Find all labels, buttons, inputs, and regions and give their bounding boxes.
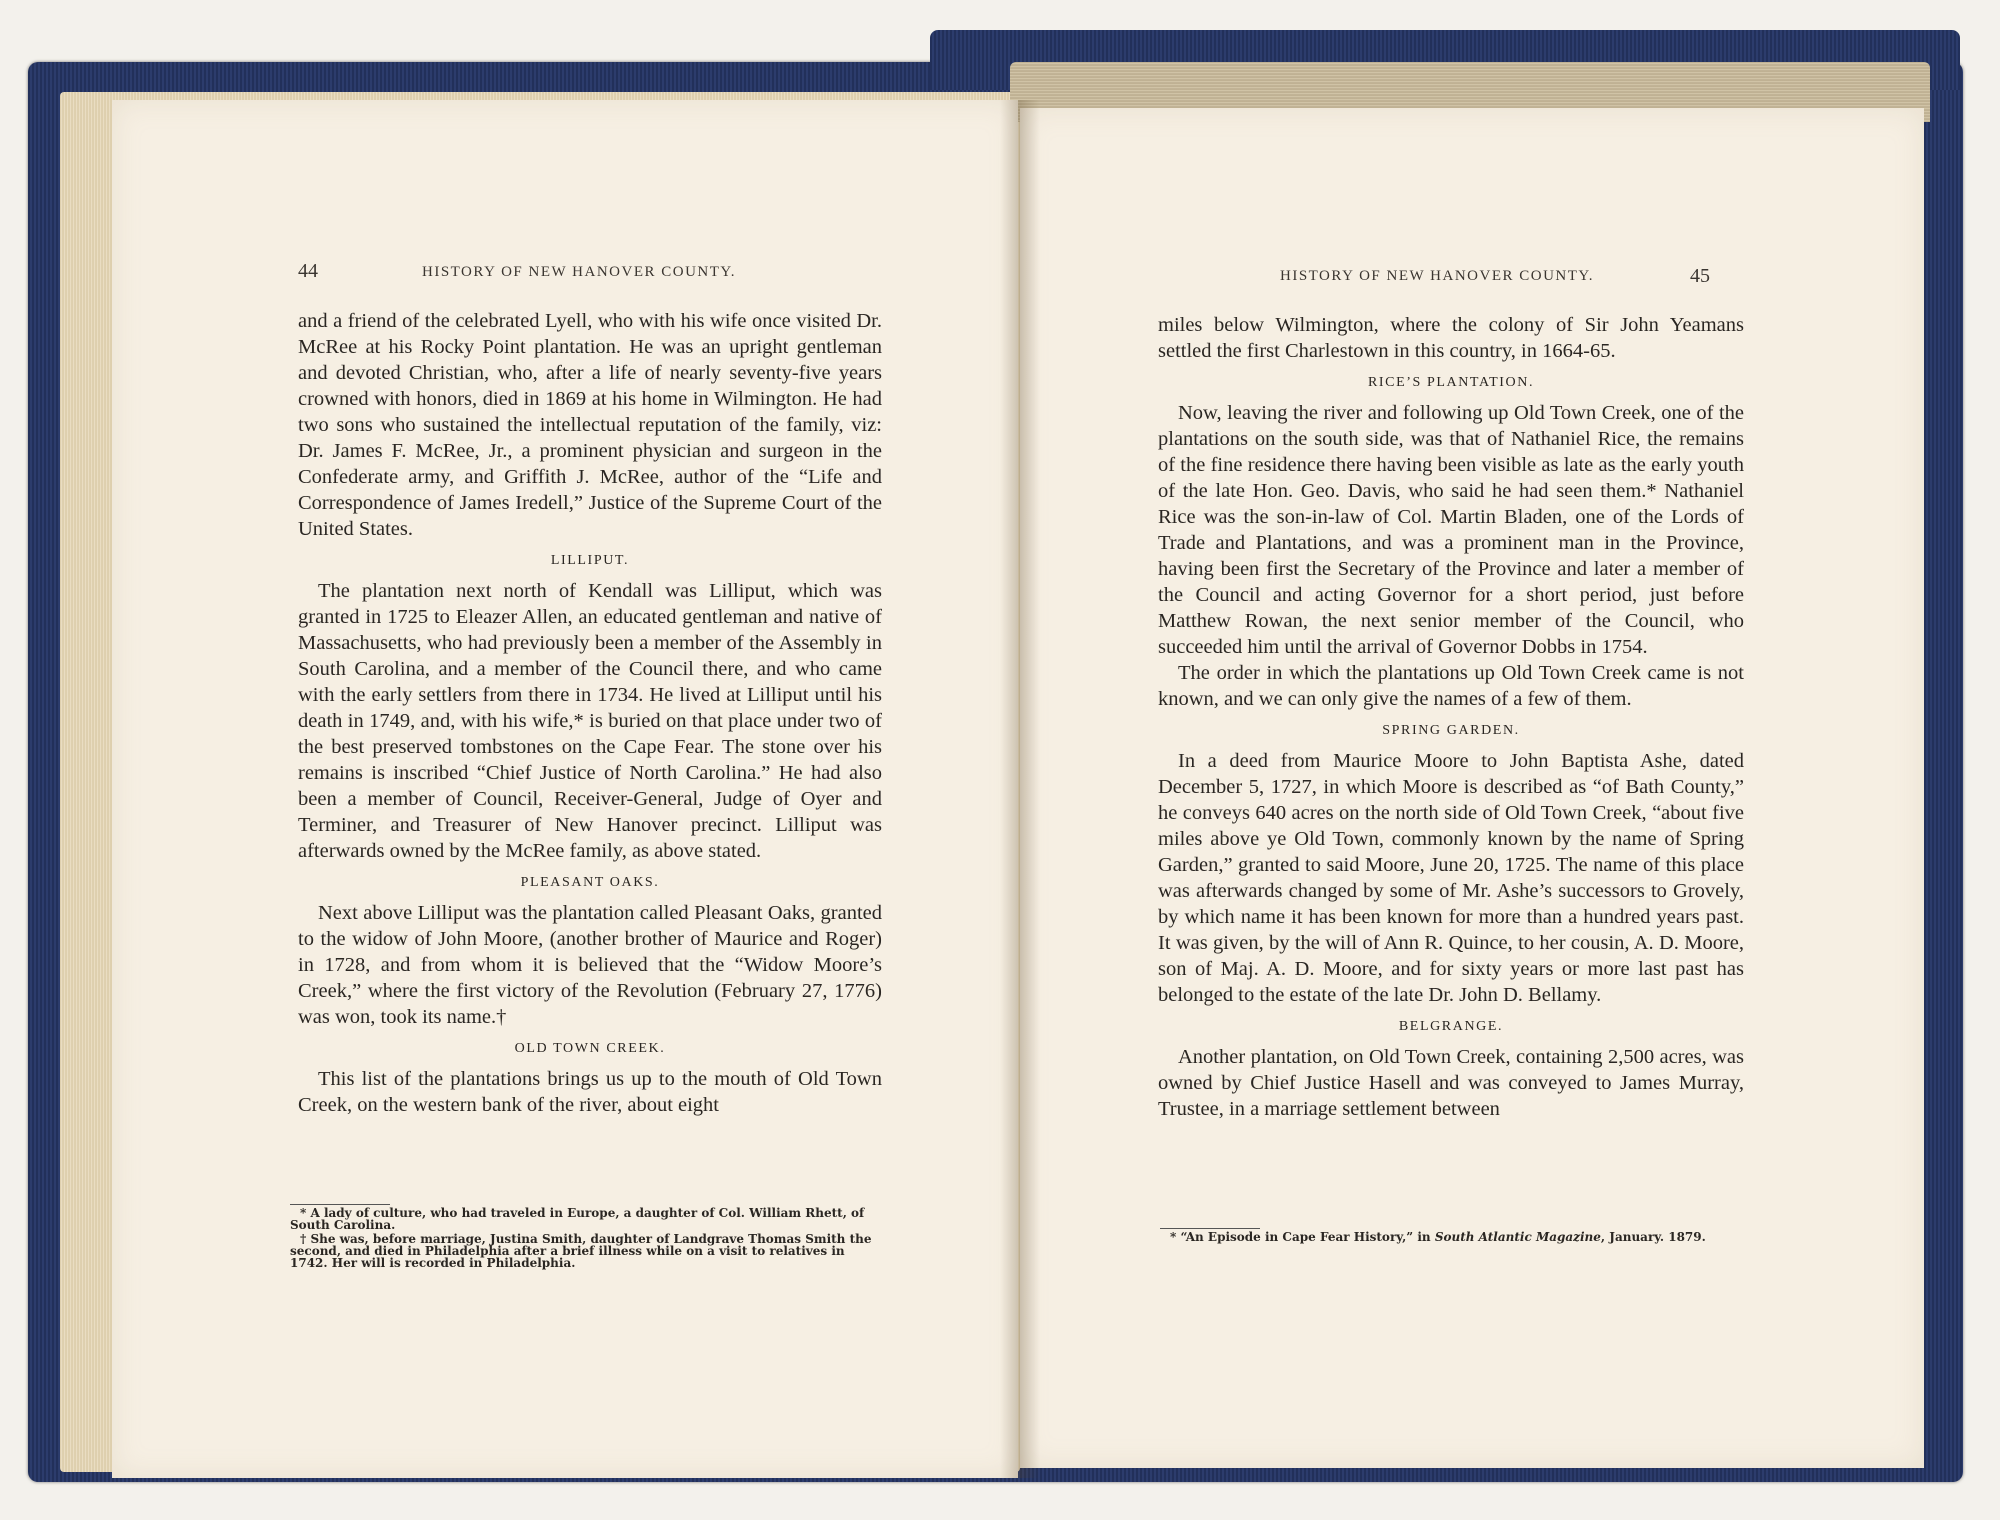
book-gutter xyxy=(1000,100,1040,1478)
section-heading: RICE’S PLANTATION. xyxy=(1367,375,1535,390)
paragraph: The plantation next north of Kendall was Lilliput, which was granted in 1725 to Eleazer Allen, an educated gentleman and native of Massachusetts, who had previously been a member of the Assembly in South Carolina, and a member of the Council there, and who came with the early settlers from there in 1734. He lived at Lilliput until his death in 1749, and, with his wife,* is buried on that place under two of the best preserved tombstones on the Cape Fear. The stone over his remains is inscribed “Chief Justice of North Carolina.” He had also been a member of Council, Receiver-General, Judge of Oyer and Terminer, and Treasurer of New Hanover precinct. Lilliput was afterwards owned by the McRee family, as above stated. xyxy=(298,580,882,862)
footnote-episode: * “An Episode in Cape Fear History,” in South Atlantic Magazine, January. 1879. xyxy=(1170,1230,1706,1244)
right-page xyxy=(1020,108,1924,1468)
section-heading: SPRING GARDEN. xyxy=(1382,723,1520,738)
left-page-number: 44 xyxy=(298,260,318,282)
left-footnotes xyxy=(290,1204,884,1271)
right-footnotes xyxy=(1160,1228,1746,1245)
left-running-head: HISTORY OF NEW HANOVER COUNTY. xyxy=(422,264,737,280)
footnote-rule xyxy=(1160,1228,1260,1229)
right-running-head: HISTORY OF NEW HANOVER COUNTY. xyxy=(1280,268,1595,284)
left-body-text xyxy=(298,308,882,1118)
section-heading: BELGRANGE. xyxy=(1398,1019,1504,1034)
footnote-rule xyxy=(290,1204,390,1205)
paragraph: Another plantation, on Old Town Creek, containing 2,500 acres, was owned by Chief Justice Hasell and was conveyed to James Murray, Trustee, in a marriage settlement between xyxy=(1158,1046,1744,1120)
right-body-text xyxy=(1158,312,1744,1122)
right-page-number: 45 xyxy=(1690,265,1710,287)
footnote-lilliput-wife: * A lady of culture, who had traveled in Europe, a daughter of Col. William Rhett, of South Carolina. xyxy=(290,1206,865,1232)
paragraph: Now, leaving the river and following up Old Town Creek, one of the plantations on the south side, was that of Nathaniel Rice, the remains of the fine residence there having been visible as late as the early youth of the late Hon. Geo. Davis, who said he had seen them.* Nathaniel Rice was the son-in-law of Col. Martin Bladen, one of the Lords of Trade and Plantations, and was a prominent man in the Province, having been first the Secretary of the Province and later a member of the Council and acting Governor for a short period, just before Matthew Rowan, the next senior member of the Council, who succeeded him until the arrival of Governor Dobbs in 1754. xyxy=(1158,402,1744,658)
paragraph: and a friend of the celebrated Lyell, who with his wife once visited Dr. McRee at his Rocky Point plantation. He was an upright gentleman and devoted Christian, who, after a life of nearly seventy-five years crowned with honors, died in 1869 at his home in Wilmington. He had two sons who sustained the intellectual reputation of the family, viz: Dr. James F. McRee, Jr., a prominent physician and surgeon in the Confederate army, and Griffith J. McRee, author of the “Life and Correspondence of James Iredell,” Justice of the Supreme Court of the United States. xyxy=(298,310,882,540)
paragraph: The order in which the plantations up Old Town Creek came is not known, and we can only give the names of a few of them. xyxy=(1158,662,1744,710)
footnote-moore-widow: † She was, before marriage, Justina Smith, daughter of Landgrave Thomas Smith the second, and died in Philadelphia after a brief illness while on a visit to relatives in 1742. Her will is recorded in Philadelphia. xyxy=(290,1232,872,1270)
section-heading: LILLIPUT. xyxy=(550,553,630,568)
section-heading: OLD TOWN CREEK. xyxy=(514,1041,666,1056)
paragraph: Next above Lilliput was the plantation called Pleasant Oaks, granted to the widow of John Moore, (another brother of Maurice and Roger) in 1728, and from whom it is believed that the “Widow Moore’s Creek,” where the first victory of the Revolution (February 27, 1776) was won, took its name.† xyxy=(298,902,882,1028)
paragraph: miles below Wilmington, where the colony of Sir John Yeamans settled the first Charlestown in this country, in 1664-65. xyxy=(1158,314,1744,362)
left-page xyxy=(112,100,1018,1478)
paragraph: In a deed from Maurice Moore to John Baptista Ashe, dated December 5, 1727, in which Moore is described as “of Bath County,” he conveys 640 acres on the north side of Old Town Creek, “about five miles above ye Old Town, commonly known by the name of Spring Garden,” granted to said Moore, June 20, 1725. The name of this place was afterwards changed by some of Mr. Ashe’s successors to Grovely, by which name it has been known for more than a hundred years past. It was given, by the will of Ann R. Quince, to her cousin, A. D. Moore, son of Maj. A. D. Moore, and for sixty years or more last past has belonged to the estate of the late Dr. John D. Bellamy. xyxy=(1158,750,1744,1006)
section-heading: PLEASANT OAKS. xyxy=(520,875,660,890)
paragraph: This list of the plantations brings us up to the mouth of Old Town Creek, on the western bank of the river, about eight xyxy=(298,1068,882,1116)
